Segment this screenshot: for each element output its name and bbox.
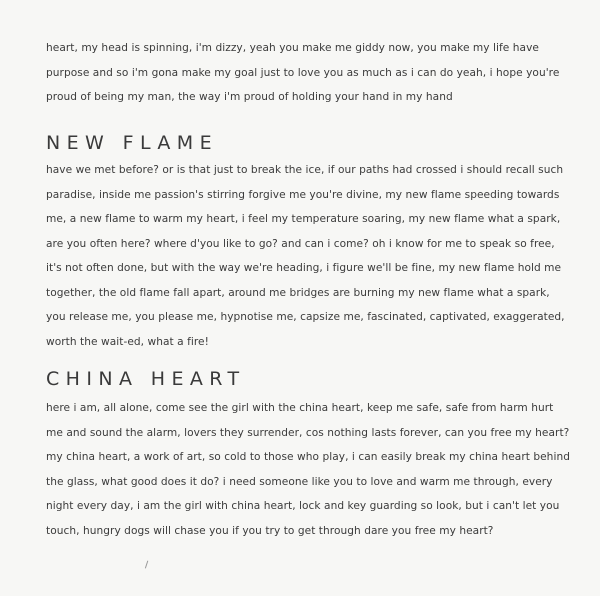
lyric-line: paradise, inside me passion's stirring forgive me you're divine, my new flame speeding towards [46, 188, 560, 201]
paper-mark [145, 561, 151, 570]
song-title-china-heart: CHINA HEART [46, 368, 246, 390]
lyric-line: here i am, all alone, come see the girl with the china heart, keep me safe, safe from harm hurt [46, 402, 554, 414]
lyric-line: have we met before? or is that just to break the ice, if our paths had crossed i should recall such [46, 164, 564, 176]
lyric-line: night every day, i am the girl with china heart, lock and key guarding so look, but i can't let you [46, 500, 560, 512]
new-flame-lyrics [46, 158, 566, 354]
lyric-line: it's not often done, but with the way we're heading, i figure we'll be fine, my new flame hold me [46, 262, 562, 274]
lyric-line: touch, hungry dogs will chase you if you try to get through dare you free my heart? [46, 524, 494, 537]
lyric-line: worth the wait-ed, what a fire! [46, 335, 209, 348]
lyric-line: me and sound the alarm, lovers they surrender, cos nothing lasts forever, can you free my heart? [46, 426, 570, 439]
lyric-line: you release me, you please me, hypnotise me, capsize me, fascinated, captivated, exaggerated, [46, 311, 565, 323]
song-title-new-flame: NEW FLAME [46, 132, 218, 154]
lyric-line: together, the old flame fall apart, around me bridges are burning my new flame what a spark, [46, 286, 550, 299]
china-heart-lyrics [46, 396, 570, 543]
lyric-line: me, a new flame to warm my heart, i feel my temperature soaring, my new flame what a spark, [46, 213, 561, 225]
intro-lyrics [46, 36, 566, 110]
lyric-line: proud of being my man, the way i'm proud of holding your hand in my hand [46, 91, 453, 103]
lyric-line: heart, my head is spinning, i'm dizzy, yeah you make me giddy now, you make my life have [46, 42, 539, 54]
lyric-line: my china heart, a work of art, so cold to those who play, i can easily break my china heart behind [46, 451, 570, 463]
lyric-line: are you often here? where d'you like to go? and can i come? oh i know for me to speak so free, [46, 237, 555, 250]
lyric-line: the glass, what good does it do? i need someone like you to love and warm me through, every [46, 475, 553, 488]
lyric-line: purpose and so i'm gona make my goal just to love you as much as i can do yeah, i hope you're [46, 66, 560, 79]
